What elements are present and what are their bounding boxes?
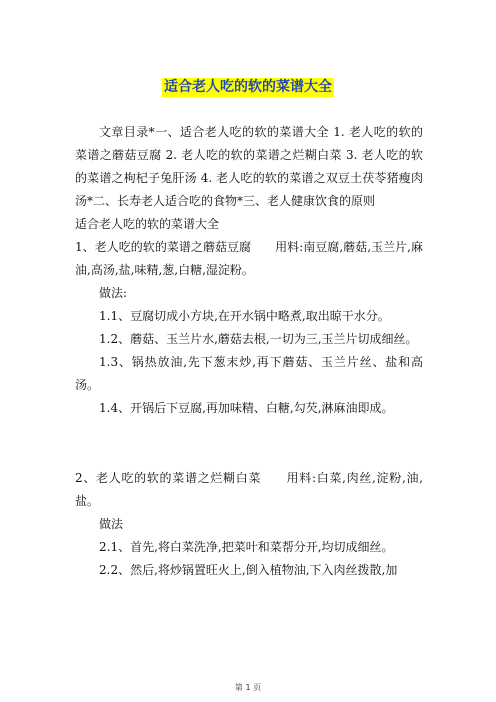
recipe-2-intro: 2、老人吃的软的菜谱之烂糊白菜 用料:白菜,肉丝,淀粉,油,盐。 [75,471,423,508]
recipe-2-step: 2.2、然后,将炒锅置旺火上,倒入植物油,下入肉丝拨散,加 [99,563,398,577]
recipe-1-intro: 1、老人吃的软的菜谱之蘑菇豆腐 用料:南豆腐,蘑菇,玉兰片,麻油,高汤,盐,味精,葱,白糖,湿淀粉。 [75,240,423,277]
section-heading: 适合老人吃的软的菜谱大全 [75,217,220,231]
recipe-1-step: 1.3、锅热放油,先下葱末炒,再下蘑菇、玉兰片丝、盐和高汤。 [75,355,423,392]
recipe-1-step: 1.2、蘑菇、玉兰片水,蘑菇去根,一切为三,玉兰片切成细丝。 [99,332,418,346]
recipe-2-method-label: 做法 [99,517,124,531]
recipe-1-method-label: 做法: [99,286,128,300]
page-number: 第 1 页 [234,683,262,692]
table-of-contents: 文章目录*一、适合老人吃的软的菜谱大全 1. 老人吃的软的菜谱之蘑菇豆腐 2. 老人吃的软的菜谱之烂糊白菜 3. 老人吃的软的菜谱之枸杞子兔肝汤 4. 老人吃的软的菜谱之双豆土茯苓猪瘦肉汤*二、长寿老人适合吃的食物*三、老人健康饮食的原则 [75,125,423,208]
spacer [75,420,423,467]
title-wrap [0,76,496,97]
recipe-1-step: 1.4、开锅后下豆腐,再加味精、白糖,勾芡,淋麻油即成。 [99,401,394,415]
page-title: 适合老人吃的软的菜谱大全 [164,79,332,95]
document-body [75,121,423,582]
recipe-2-step: 2.1、首先,将白菜洗净,把菜叶和菜帮分开,均切成细丝。 [99,540,394,554]
recipe-1-step: 1.1、豆腐切成小方块,在开水锅中略煮,取出晾干水分。 [99,309,390,323]
